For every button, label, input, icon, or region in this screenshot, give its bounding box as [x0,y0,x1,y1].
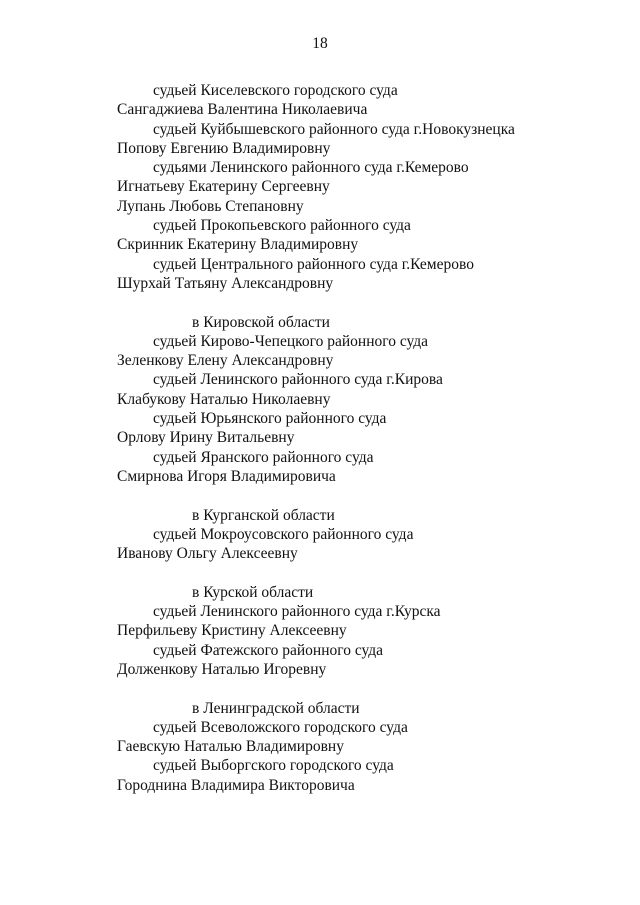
document-body [0,81,640,795]
appointee-name-line: Долженкову Наталью Игоревну [117,660,327,678]
blank-line [0,563,640,582]
court-appointment-line: судьей Всеволожского городского суда [153,718,408,736]
appointee-name-line: Зеленкову Елену Александровну [117,352,334,370]
blank-line [0,679,640,698]
court-appointment-line: судьей Яранского районного суда [153,448,374,466]
appointee-name-line: Попову Евгению Владимировну [117,139,331,157]
appointee-name-line: Сангаджиева Валентина Николаевича [117,101,368,119]
court-appointment-line: судьей Юрьянского районного суда [153,410,387,428]
page-number: 18 [312,35,328,52]
court-appointment-line: судьей Мокроусовского районного суда [153,525,414,543]
court-appointment-line: судьей Ленинского районного суда г.Кирова [153,371,443,389]
region-heading: в Курганской области [192,506,335,524]
appointee-name-line: Игнатьеву Екатерину Сергеевну [117,178,330,196]
region-heading: в Курской области [192,583,314,601]
region-heading: в Ленинградской области [192,699,360,717]
appointee-name-line: Смирнова Игоря Владимировича [117,467,336,485]
appointee-name-line: Перфильеву Кристину Алексеевну [117,622,347,640]
appointee-name-line: Скринник Екатерину Владимировну [117,236,359,254]
court-appointment-line: судьями Ленинского районного суда г.Кемерово [153,159,469,177]
court-appointment-line: судьей Прокопьевского районного суда [153,217,411,235]
appointee-name-line: Городнина Владимира Викторовича [117,776,355,794]
appointee-name-line: Гаевскую Наталью Владимировну [117,738,344,756]
court-appointment-line: судьей Центрального районного суда г.Кемерово [153,255,474,273]
blank-line [0,293,640,312]
appointee-name-line: Иванову Ольгу Алексеевну [117,545,298,563]
court-appointment-line: судьей Выборгского городского суда [153,757,394,775]
court-appointment-line: судьей Кирово-Чепецкого районного суда [153,332,429,350]
appointee-name-line: Шурхай Татьяну Александровну [117,274,334,292]
court-appointment-line: судьей Куйбышевского районного суда г.Новокузнецка [153,120,515,138]
appointee-name-line: Орлову Ирину Витальевну [117,429,295,447]
blank-line [0,486,640,505]
appointee-name-line: Лупань Любовь Степановну [117,197,304,215]
appointee-name-line: Клабукову Наталью Николаевну [117,390,331,408]
court-appointment-line: судьей Фатежского районного суда [153,641,384,659]
court-appointment-line: судьей Киселевского городского суда [153,82,398,99]
region-heading: в Кировской области [192,313,330,331]
court-appointment-line: судьей Ленинского районного суда г.Курска [153,603,441,621]
